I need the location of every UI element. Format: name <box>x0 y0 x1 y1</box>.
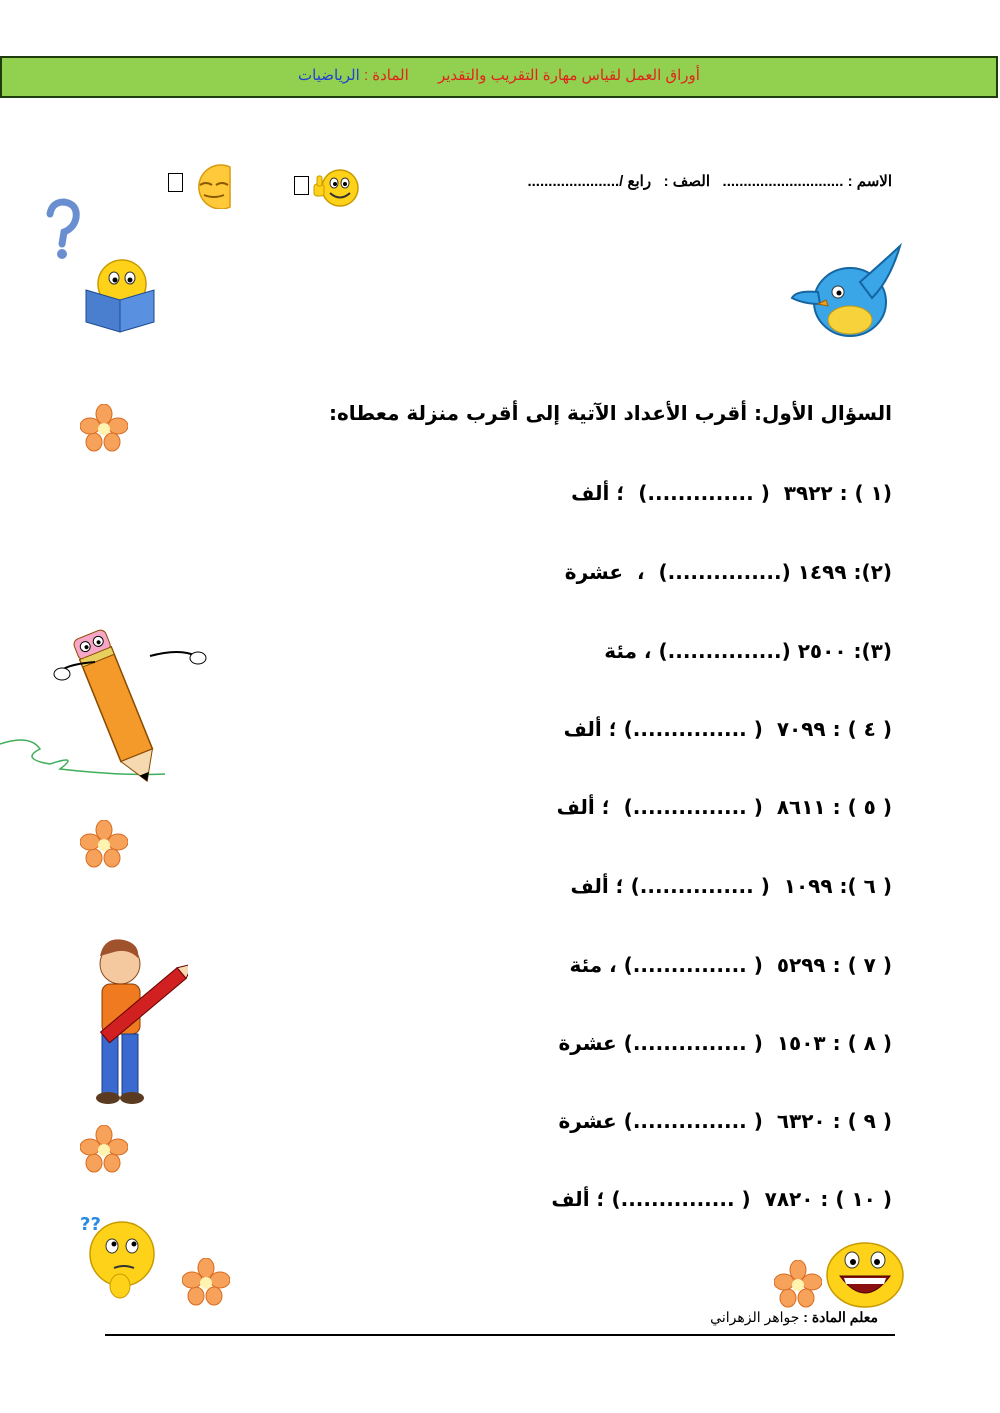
flower-icon <box>80 404 128 452</box>
class-value[interactable]: رابع /...................... <box>527 173 652 190</box>
question-item: (٢): ١٤٩٩ (...............) ، عشرة <box>564 560 892 584</box>
question-item: (٣): ٢٥٠٠ (...............) ، مئة <box>604 639 892 663</box>
question-item: ( ١٠ ) : ٧٨٢٠ ( ...............) ؛ ألف <box>551 1187 892 1211</box>
checkbox-happy[interactable] <box>294 176 309 195</box>
header-banner <box>0 56 998 98</box>
name-label: الاسم : <box>847 173 892 190</box>
boy-with-pencil-icon <box>84 936 188 1106</box>
question-mark-icon <box>38 198 86 262</box>
question-item: ( ٦ ): ١٠٩٩ ( ...............) ؛ ألف <box>570 874 892 898</box>
subject-name: الرياضيات <box>298 67 360 84</box>
name-blank[interactable]: ............................. <box>722 173 844 190</box>
teacher-name: جواهر الزهراني <box>710 1309 800 1325</box>
question-item: ( ٥ ) : ٨٦١١ ( ...............) ؛ ألف <box>556 795 892 819</box>
question-item: ( ٨ ) : ١٥٠٣ ( ...............) عشرة <box>558 1031 892 1055</box>
footer-divider <box>105 1334 895 1336</box>
question-item: ( ٤ ) : ٧٠٩٩ ( ...............) ؛ ألف <box>563 717 892 741</box>
question-item: (١ ) : ٣٩٢٢ ( ..............) ؛ ألف <box>571 481 892 505</box>
class-label: الصف : <box>663 173 711 190</box>
sleepy-smiley-icon <box>186 163 232 209</box>
subject-label: المادة : <box>363 67 409 84</box>
checkbox-sad[interactable] <box>168 173 183 192</box>
thumbs-up-smiley-icon <box>310 166 360 210</box>
flower-icon <box>80 820 128 868</box>
pencil-character-icon <box>0 604 210 784</box>
flower-icon <box>80 1125 128 1173</box>
flower-icon <box>182 1258 230 1306</box>
laughing-smiley-icon <box>824 1238 906 1308</box>
flower-icon <box>774 1260 822 1308</box>
thinking-smiley-icon <box>78 1212 160 1304</box>
question-item: ( ٩ ) : ٦٣٢٠ ( ...............) عشرة <box>558 1109 892 1133</box>
blue-bird-icon <box>790 240 905 345</box>
reading-smiley-icon <box>80 256 160 336</box>
teacher-label: معلم المادة : <box>803 1309 878 1325</box>
worksheet-title: أوراق العمل لقياس مهارة التقريب والتقدير <box>437 67 700 84</box>
question-title: السؤال الأول: أقرب الأعداد الآتية إلى أقرب منزلة معطاه: <box>328 401 892 425</box>
svg-text:??: ?? <box>80 1214 101 1235</box>
teacher-signature <box>710 1309 878 1326</box>
student-info-row <box>527 172 892 190</box>
question-item: ( ٧ ) : ٥٢٩٩ ( ...............) ، مئة <box>569 953 892 977</box>
